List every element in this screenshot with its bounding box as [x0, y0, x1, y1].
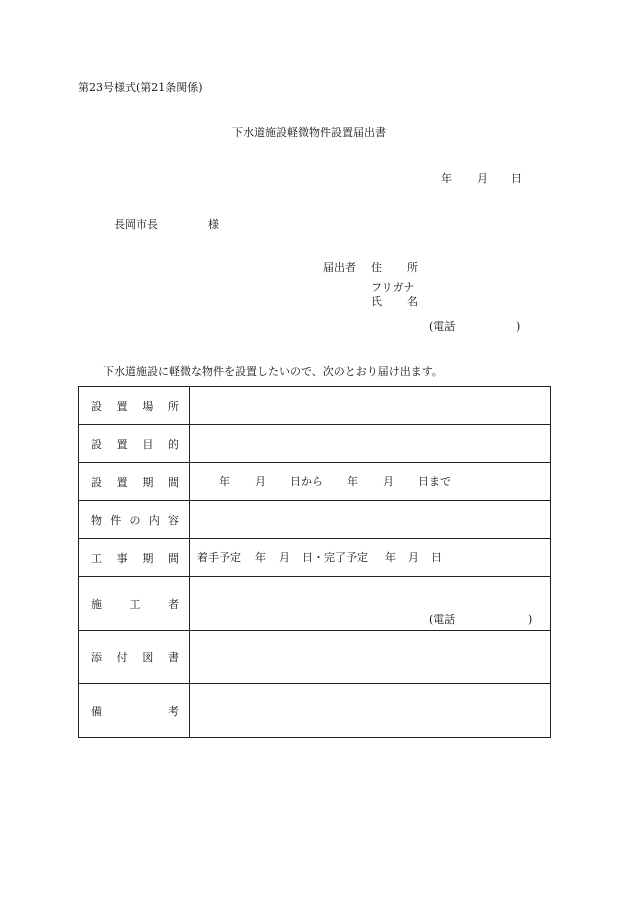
period-label: 設 置 期 間: [91, 475, 179, 489]
construction-period-label: 工 事 期 間: [91, 551, 179, 565]
contents-label: 物 件 の 内 容: [91, 513, 179, 527]
row-purpose: [79, 425, 551, 463]
construction-period-field[interactable]: 着手予定 年 月 日・完了予定 年 月 日: [190, 539, 551, 577]
period-label-cell: [79, 463, 190, 501]
contents-label-cell: [79, 501, 190, 539]
row-contents: [79, 501, 551, 539]
attachments-field[interactable]: [190, 631, 551, 684]
attachments-label: 添 付 図 書: [91, 651, 179, 664]
contractor-field[interactable]: [190, 577, 551, 631]
row-remarks: [79, 684, 551, 738]
contractor-phone-open: (電話: [429, 613, 456, 626]
location-label: 設 置 場 所: [91, 399, 179, 413]
contractor-phone-close: ): [528, 613, 533, 626]
document-title: 下水道施設軽微物件設置届出書: [232, 126, 386, 139]
furigana-label: フリガナ: [371, 281, 415, 294]
contractor-label: 施 工 者: [91, 597, 179, 611]
address-label-char-1: 住: [371, 261, 382, 274]
address-label-char-2: 所: [407, 261, 418, 274]
location-field[interactable]: [190, 387, 551, 425]
contents-field[interactable]: [190, 501, 551, 539]
name-label-char-1: 氏: [371, 295, 382, 308]
applicant-phone-open: (電話: [429, 320, 456, 333]
row-attachments: [79, 631, 551, 684]
addressee-honorific: 様: [208, 218, 219, 231]
form-number: 第23号様式(第21条関係): [78, 81, 203, 94]
date-month-label: 月: [477, 172, 488, 185]
purpose-label-cell: [79, 425, 190, 463]
addressee-name: 長岡市長: [114, 218, 158, 231]
remarks-field[interactable]: [190, 684, 551, 738]
purpose-label: 設 置 目 的: [91, 437, 179, 451]
remarks-label: 備 考: [91, 704, 179, 718]
applicant-label: 届出者: [323, 261, 356, 274]
row-period: [79, 463, 551, 501]
notification-form-table: [78, 386, 551, 738]
remarks-label-cell: [79, 684, 190, 738]
location-label-cell: [79, 387, 190, 425]
purpose-field[interactable]: [190, 425, 551, 463]
row-construction-period: [79, 539, 551, 577]
applicant-phone-close: ): [516, 320, 521, 333]
row-location: [79, 387, 551, 425]
date-year-label: 年: [441, 172, 452, 185]
intro-text: 下水道施設に軽微な物件を設置したいので、次のとおり届け出ます。: [103, 365, 443, 378]
row-contractor: [79, 577, 551, 631]
name-label-char-2: 名: [407, 295, 418, 308]
contractor-label-cell: [79, 577, 190, 631]
period-field[interactable]: 年 月 日から 年 月 日まで: [190, 463, 551, 501]
date-day-label: 日: [511, 172, 522, 185]
construction-period-label-cell: [79, 539, 190, 577]
attachments-label-cell: [79, 631, 190, 684]
